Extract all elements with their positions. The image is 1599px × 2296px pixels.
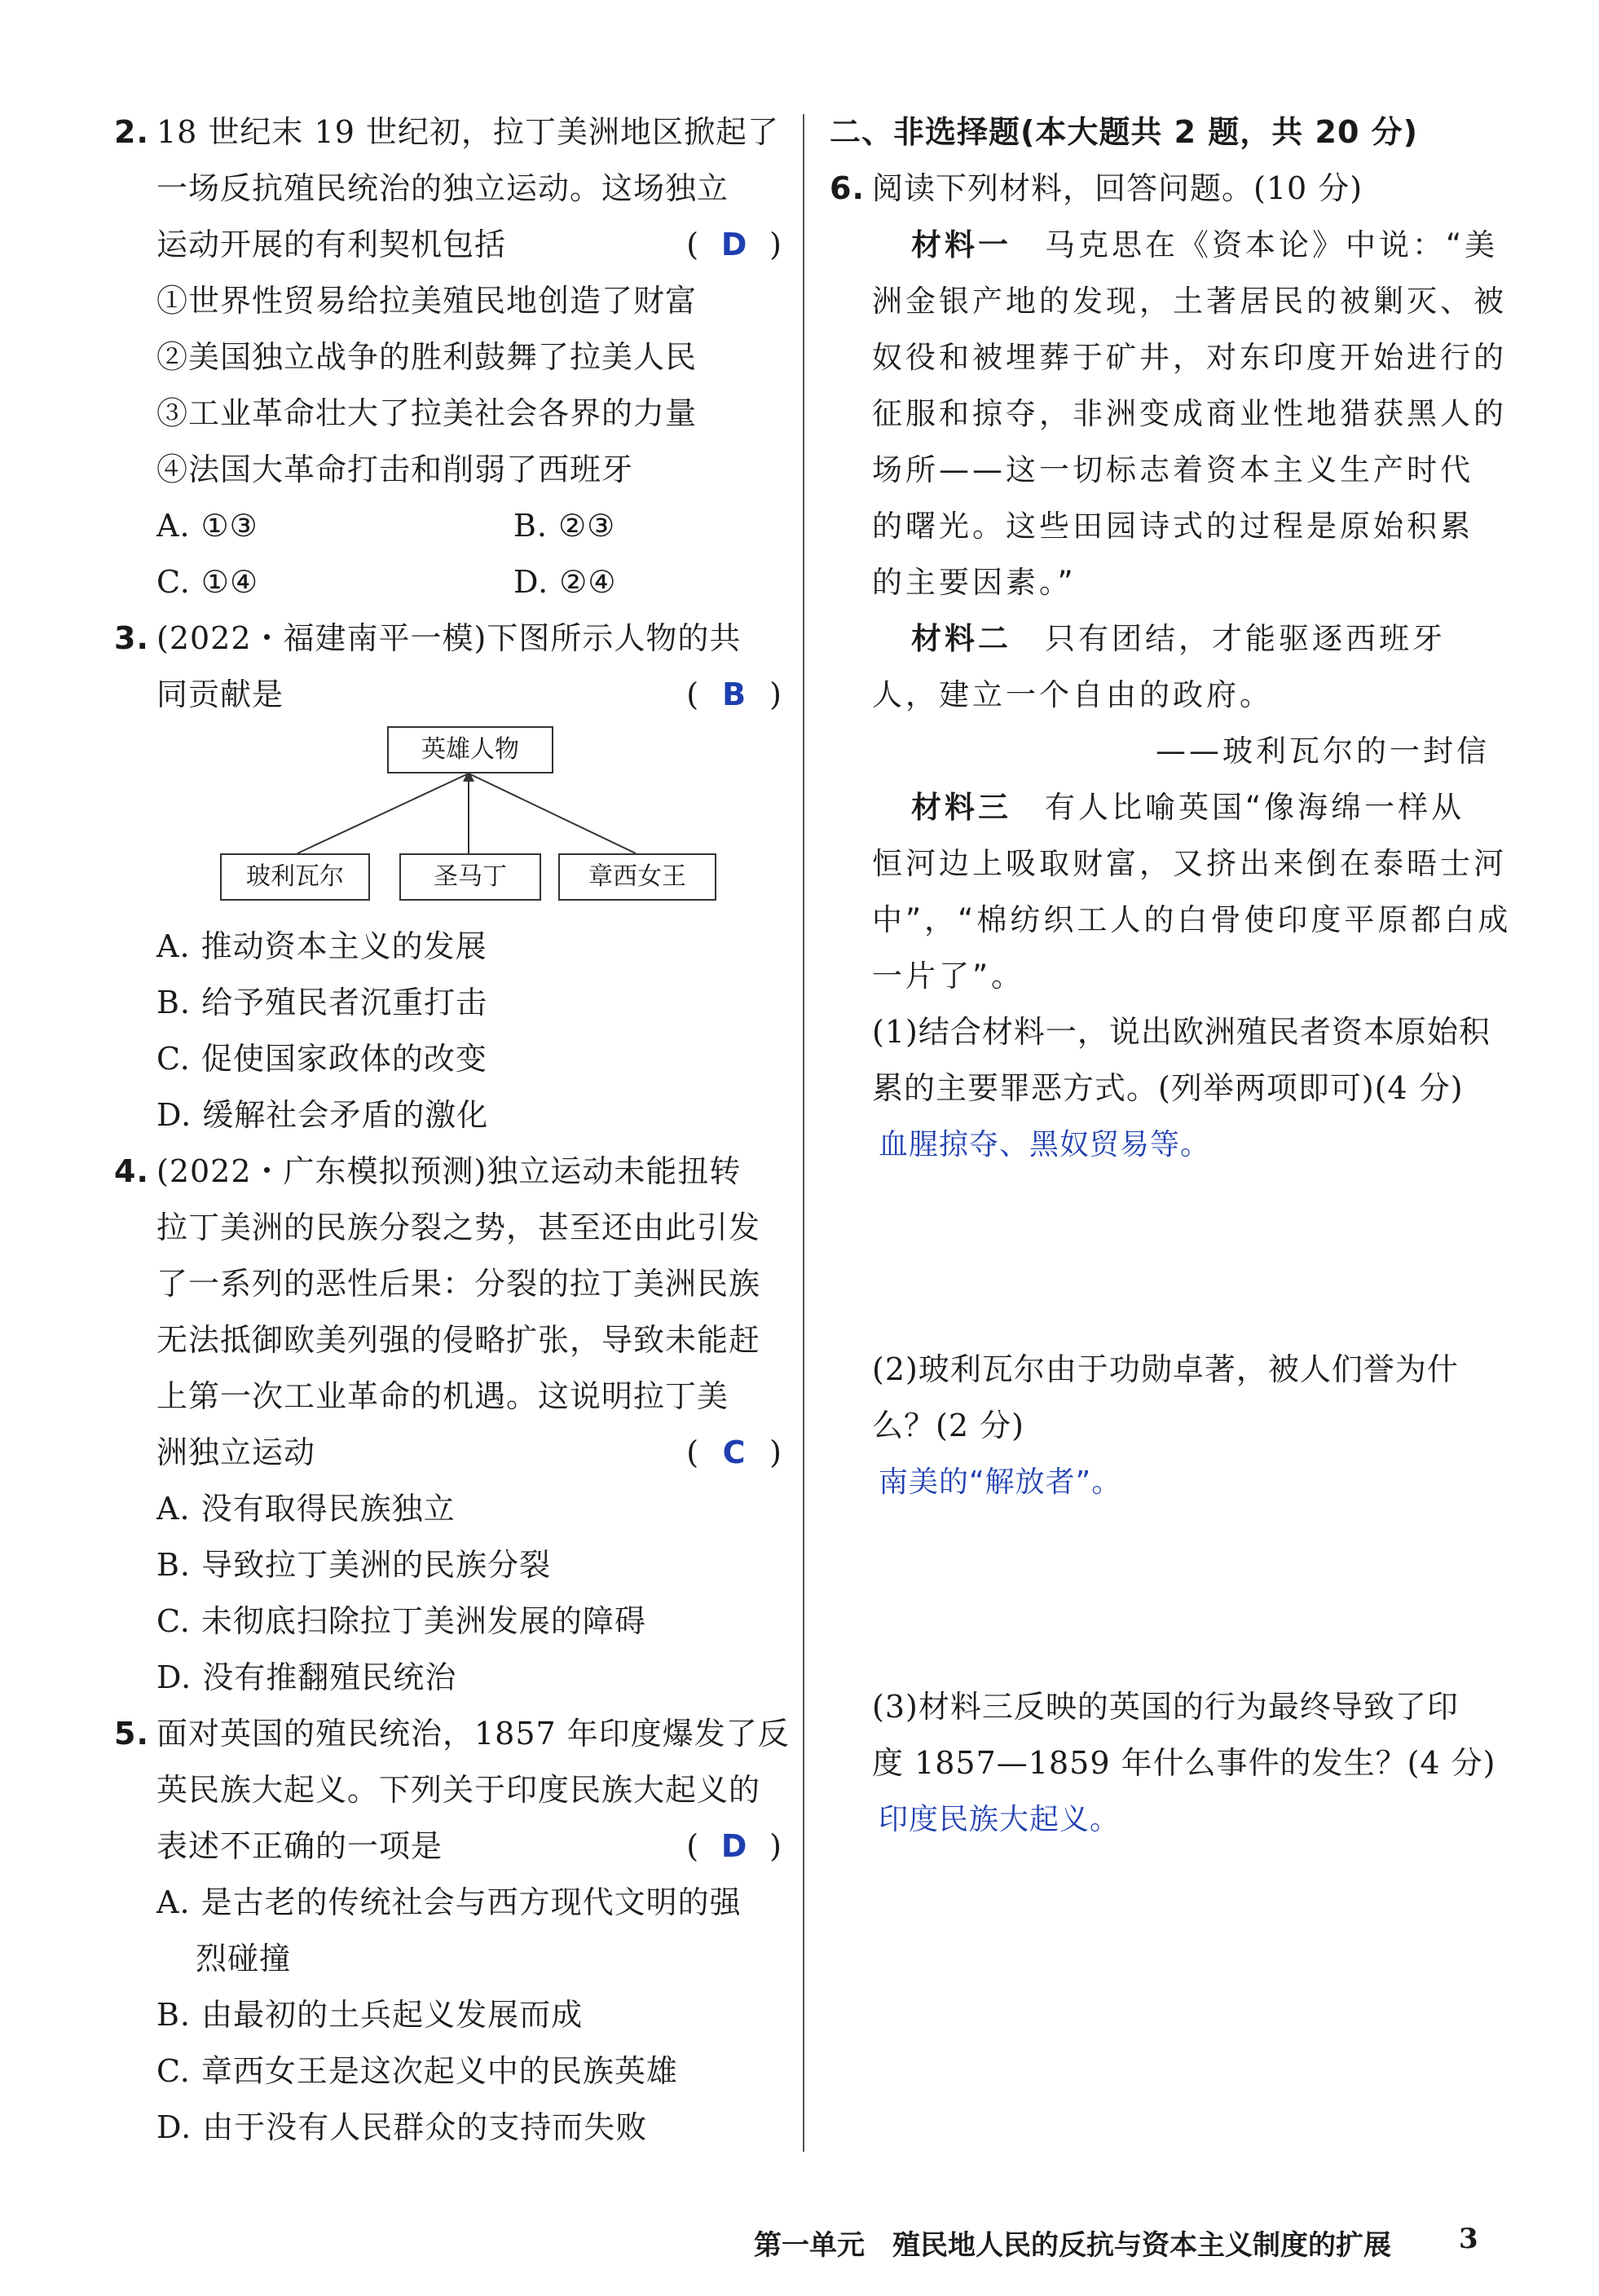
left-column [114, 104, 790, 2156]
diagram-top-box: 英雄人物 [387, 726, 553, 773]
question-number: 6. [830, 170, 865, 206]
material-three: 材料三 有人比喻英国“像海绵一样从 恒河边上吸取财富，又挤出来倒在泰晤士河 中”，“棉纺织工人的白骨使印度平原都白成 一片了”。 [872, 790, 1512, 994]
section-heading: 二、非选择题(本大题共 2 题，共 20 分) [830, 114, 1418, 150]
question-2: 2. 18 世纪末 19 世纪初，拉丁美洲地区掀起了 一场反抗殖民统治的独立运动。这场独立 运动开展的有利契机包括 ( D ) ①世界性贸易给拉美殖民地创造了财富 ②美国独立战争的胜利鼓舞了拉美人民 ③工业革命壮大了拉美社会各界的力量 ④法国大革命打击和削弱了西班牙 A. ①③ B. ②③ C. ①④ D. ②④ [114, 104, 782, 610]
answer-letter: B [722, 676, 747, 712]
diagram-box-san-martin: 圣马丁 [399, 853, 541, 901]
hero-diagram [220, 723, 725, 919]
answer-bracket: ( B ) [686, 667, 782, 723]
answer-2: 南美的“解放者”。 [879, 1465, 1122, 1499]
material-two: 材料二 只有团结，才能驱逐西班牙 人，建立一个自由的政府。 ——玻利瓦尔的一封信 [830, 610, 1490, 779]
material-one: 材料一 马克思在《资本论》中说：“美 洲金银产地的发现，土著居民的被剿灭、被 奴役和被埋葬于矿井，对东印度开始进行的 征服和掠夺，非洲变成商业性地猎获黑人的 场所——这一切标志着资本主义生产时代 的曙光。这些田园诗式的过程是原始积累 的主要因素。” [872, 227, 1507, 600]
answer-3: 印度民族大起义。 [879, 1803, 1121, 1836]
question-6-title: 阅读下列材料，回答问题。(10 分) [872, 170, 1363, 206]
question-3: 3. (2022・福建南平一模)下图所示人物的共 同贡献是 ( B ) 英雄人物 玻利瓦尔 圣马丁 章西女王 A. 推动资本主义的发展 B. 给予殖民者沉重打击 C. 促使国家政体的改变 D. 缓解社会矛盾的激化 [114, 610, 782, 1144]
answer-bracket: ( D ) [686, 217, 782, 273]
answer-letter: D [720, 1828, 748, 1864]
question-number: 5. [114, 1716, 149, 1752]
page-number: 3 [1459, 2223, 1478, 2255]
unit-footer: 第一单元 殖民地人民的反抗与资本主义制度的扩展 [754, 2229, 1391, 2262]
right-column [830, 104, 1512, 1848]
column-divider [803, 114, 804, 2152]
answer-bracket: ( C ) [686, 1425, 782, 1481]
question-4: 4. (2022・广东模拟预测)独立运动未能扭转 拉丁美洲的民族分裂之势，甚至还由此引发 了一系列的恶性后果：分裂的拉丁美洲民族 无法抵御欧美列强的侵略扩张，导致未能赶 上第一次工业革命的机遇。这说明拉丁美 洲独立运动 ( C ) A. 没有取得民族独立 B. 导致拉丁美洲的民族分裂 C. 未彻底扫除拉丁美洲发展的障碍 D. 没有推翻殖民统治 [114, 1144, 782, 1706]
answer-1: 血腥掠夺、黑奴贸易等。 [879, 1128, 1211, 1161]
diagram-box-bolivar: 玻利瓦尔 [220, 853, 370, 901]
material-two-source: ——玻利瓦尔的一封信 [1156, 734, 1490, 769]
sub-question-3: (3)材料三反映的英国的行为最终导致了印 度 1857—1859 年什么事件的发生？(4 分) 印度民族大起义。 [830, 1679, 1490, 1848]
question-number: 4. [114, 1153, 149, 1189]
answer-bracket: ( D ) [686, 1818, 782, 1875]
question-5: 5. 面对英国的殖民统治，1857 年印度爆发了反 英民族大起义。下列关于印度民族大起义的 表述不正确的一项是 ( D ) A. 是古老的传统社会与西方现代文明的强 烈碰撞 B. 由最初的土兵起义发展而成 C. 章西女王是这次起义中的民族英雄 D. 由于没有人民群众的支持而失败 [114, 1706, 782, 2156]
sub-question-1: (1)结合材料一，说出欧洲殖民者资本原始积 累的主要罪恶方式。(列举两项即可)(4 分) 血腥掠夺、黑奴贸易等。 [830, 1004, 1490, 1173]
diagram-box-queen: 章西女王 [558, 853, 716, 901]
answer-letter: C [722, 1434, 747, 1470]
question-number: 3. [114, 620, 149, 656]
sub-question-2: (2)玻利瓦尔由于功勋卓著，被人们誉为什 么？(2 分) 南美的“解放者”。 [830, 1342, 1490, 1510]
question-number: 2. [114, 114, 149, 150]
answer-letter: D [720, 227, 748, 262]
